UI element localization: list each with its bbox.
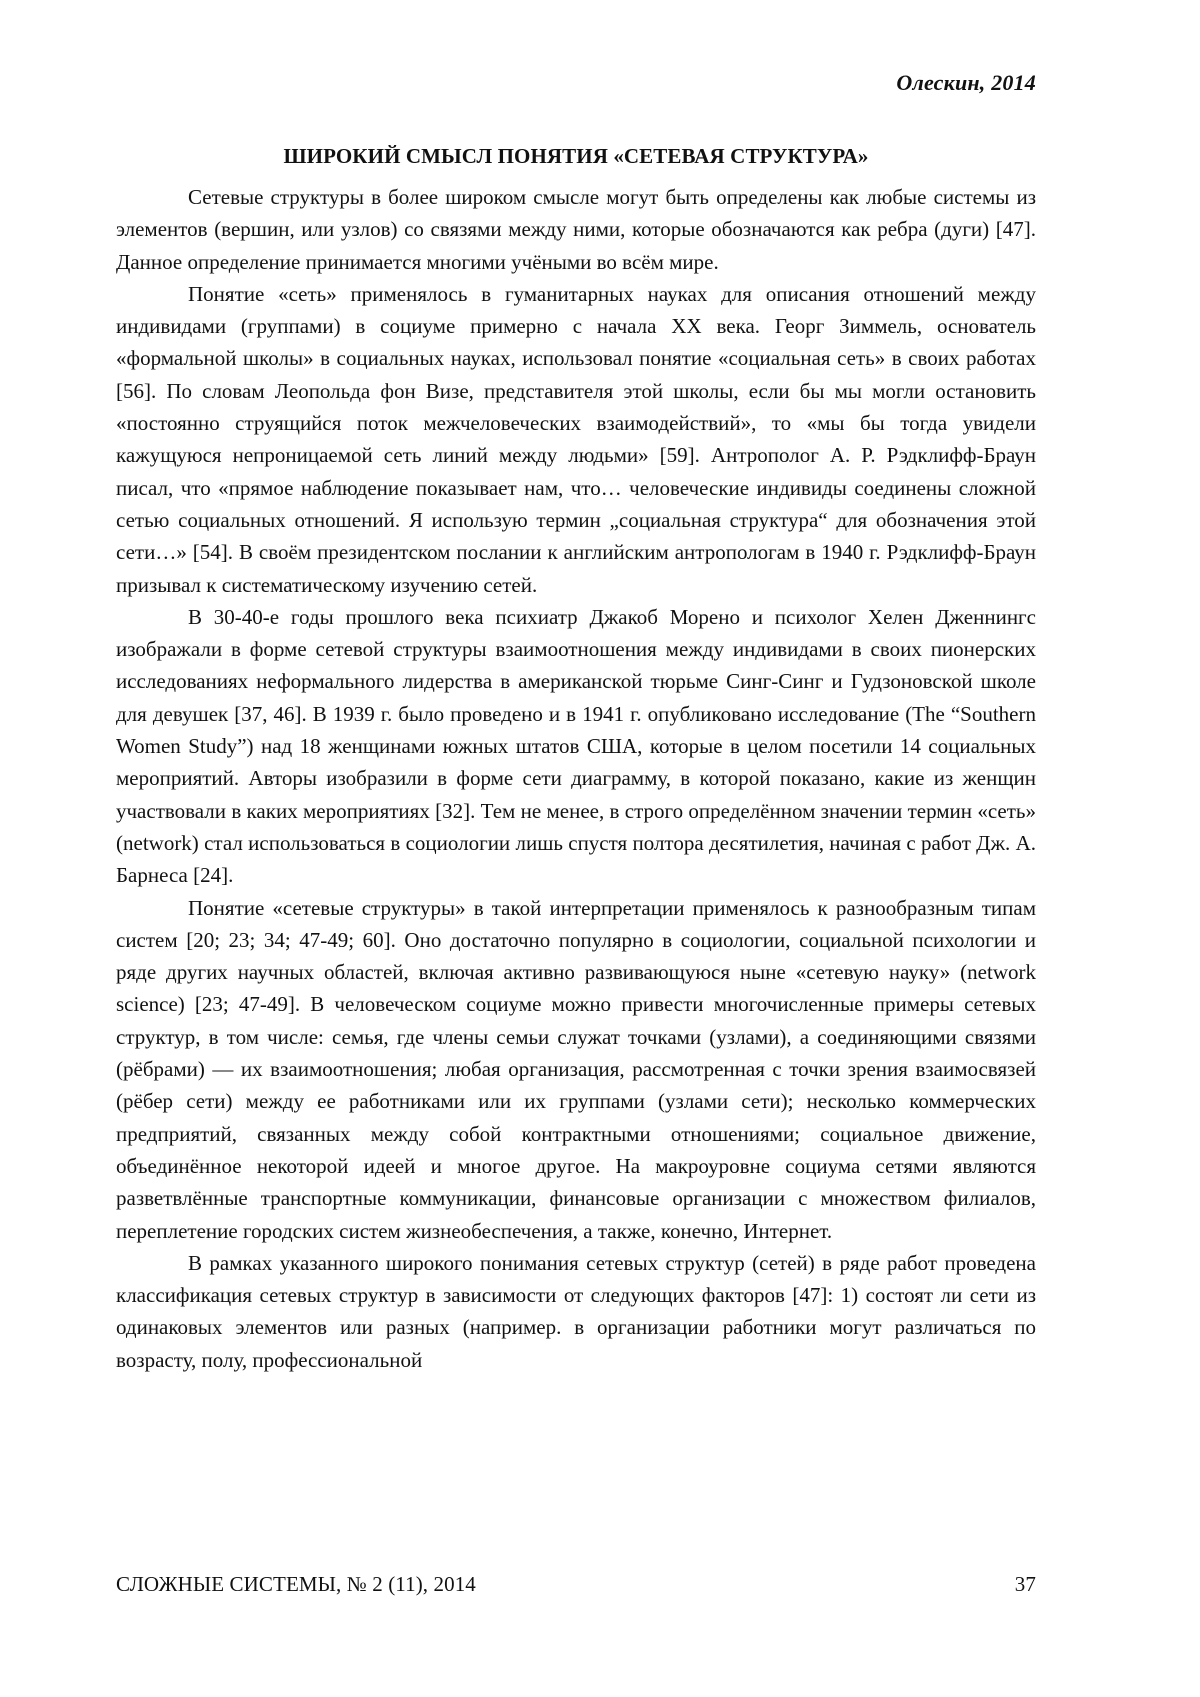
paragraph-2: Понятие «сеть» применялось в гуманитарных науках для описания отношений между индивидами (группами) в социуме примерно с начала XX века. Георг Зиммель, основатель «формальной школы» в социальных науках, использовал понятие «социальная сеть» в своих работах [56]. По словам Леопольда фон Визе, представителя этой школы, если бы мы могли остановить «постоянно струящийся поток межчеловеческих взаимодействий», то «мы бы тогда увидели кажущуюся непроницаемой сеть линий между людьми» [59]. Антрополог А. Р. Рэдклифф-Браун писал, что «прямое наблюдение показывает нам, что… человеческие индивиды соединены сложной сетью социальных отношений. Я использую термин „социальная структура“ для обозначения этой сети…» [54]. В своём президентском послании к английским антропологам в 1940 г. Рэдклифф-Браун призывал к систематическому изучению сетей. (116, 281, 1036, 597)
paragraph-4: Понятие «сетевые структуры» в такой интерпретации применялось к разнообразным типам систем [20; 23; 34; 47-49; 60]. Оно достаточно популярно в социологии, социальной психологии и ряде других научных областей, включая активно развивающуюся ныне «сетевую науку» (network science) [23; 47-49]. В человеческом социуме можно привести многочисленные примеры сетевых структур, в том числе: семья, где члены семьи служат точками (узлами), а соединяющими связями (рёбрами) — их взаимоотношения; любая организация, рассмотренная с точки зрения взаимосвязей (рёбер сети) между ее работниками или их группами (узлами сети); несколько коммерческих предприятий, связанных между собой контрактными отношениями; социальное движение, объединённое некоторой идеей и многое другое. На макроуровне социума сетями являются разветвлённые транспортные коммуникации, финансовые организации с множеством филиалов, переплетение городских систем жизнеобеспечения, а также, конечно, Интернет. (116, 895, 1036, 1243)
paragraph-1: Сетевые структуры в более широком смысле могут быть определены как любые системы из элементов (вершин, или узлов) со связями между ними, которые обозначаются как ребра (дуги) [47]. Данное определение принимается многими учёными во всём мире. (116, 185, 1036, 274)
article-body (116, 181, 1036, 1376)
paragraph-5: В рамках указанного широкого понимания сетевых структур (сетей) в ряде работ проведена классификация сетевых структур в зависимости от следующих факторов [47]: 1) состоят ли сети из одинаковых элементов или разных (например. в организации работники могут различаться по возрасту, полу, профессиональной (116, 1250, 1036, 1372)
running-head: Олескин, 2014 (896, 70, 1036, 95)
paragraph-3: В 30-40-е годы прошлого века психиатр Джакоб Морено и психолог Хелен Дженнингс изображали в форме сетевой структуры взаимоотношения между индивидами в своих пионерских исследованиях неформального лидерства в американской тюрьме Синг-Синг и Гудзоновской школе для девушек [37, 46]. В 1939 г. было проведено и в 1941 г. опубликовано исследование (The “Southern Women Study”) над 18 женщинами южных штатов США, которые в целом посетили 14 социальных мероприятий. Авторы изобразили в форме сети диаграмму, в которой показано, какие из женщин участвовали в каких мероприятиях [32]. Тем не менее, в строго определённом значении термин «сеть» (network) стал использоваться в социологии лишь спустя полтора десятилетия, начиная с работ Дж. А. Барнеса [24]. (116, 604, 1036, 888)
page-number: 37 (1014, 1572, 1036, 1596)
document-page (116, 0, 1036, 1697)
section-title: ШИРОКИЙ СМЫСЛ ПОНЯТИЯ «СЕТЕВАЯ СТРУКТУРА» (283, 144, 869, 168)
journal-citation: СЛОЖНЫЕ СИСТЕМЫ, № 2 (11), 2014 (116, 1572, 476, 1596)
